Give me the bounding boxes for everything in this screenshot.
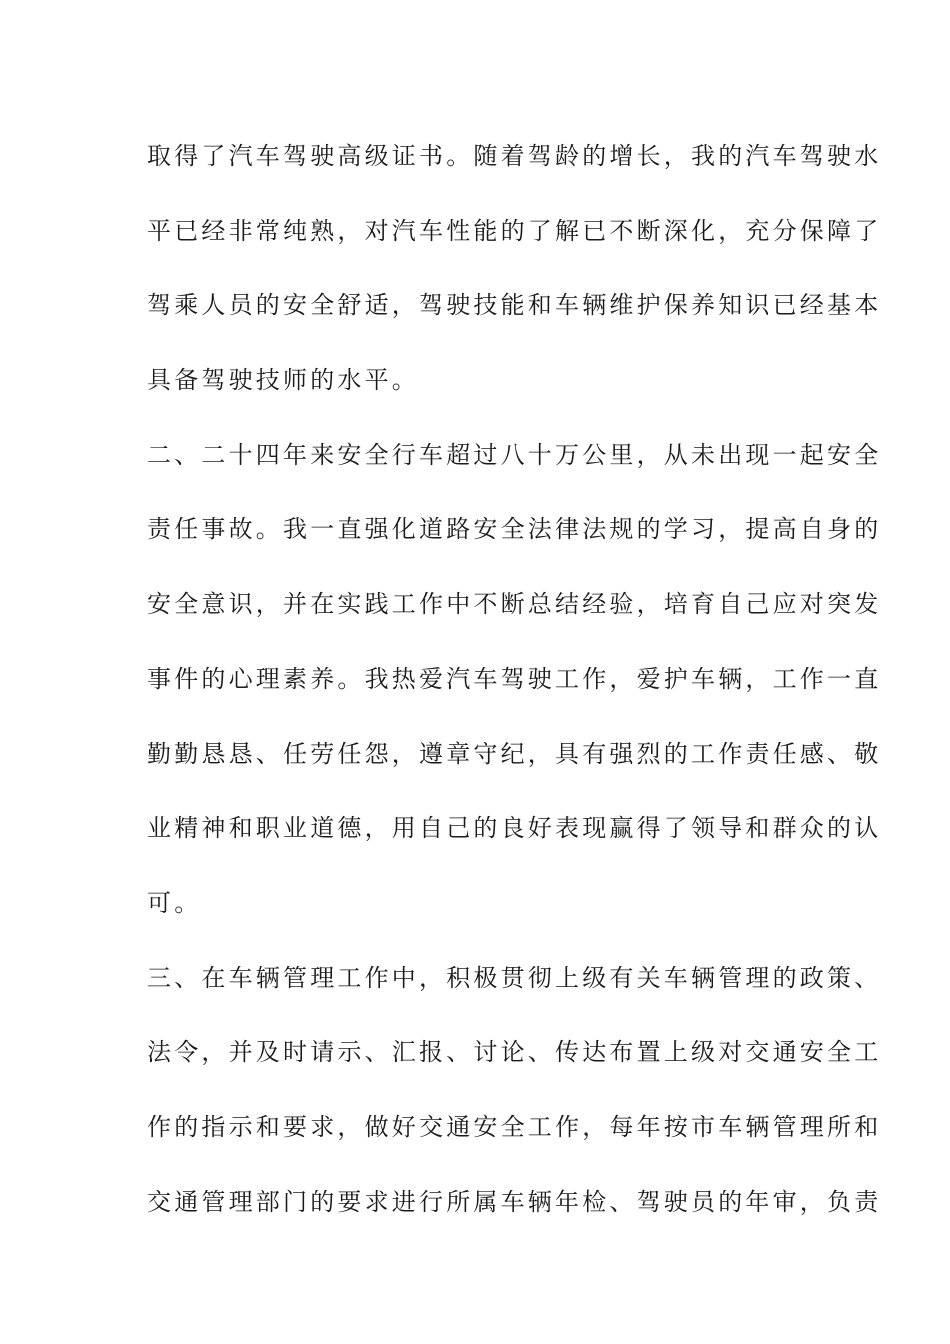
text-line: 取得了汽车驾驶高级证书。随着驾龄的增长，我的汽车驾驶水: [147, 142, 882, 170]
text-line: 二、二十四年来安全行车超过八十万公里，从未出现一起安全: [147, 440, 882, 469]
text-line: 作的指示和要求，做好交通安全工作，每年按市车辆管理所和: [147, 1112, 882, 1141]
text-line: 平已经非常纯熟，对汽车性能的了解已不断深化，充分保障了: [147, 216, 882, 245]
text-line: 法令，并及时请示、汇报、讨论、传达布置上级对交通安全工: [147, 1038, 882, 1067]
text-line: 勤勤恳恳、任劳任怨，遵章守纪，具有强烈的工作责任感、敬: [147, 739, 882, 768]
text-line: 责任事故。我一直强化道路安全法律法规的学习，提高自身的: [147, 515, 882, 544]
text-line: 业精神和职业道德，用自己的良好表现赢得了领导和群众的认: [147, 814, 882, 843]
text-line: 三、在车辆管理工作中，积极贯彻上级有关车辆管理的政策、: [147, 963, 882, 992]
text-line: 驾乘人员的安全舒适，驾驶技能和车辆维护保养知识已经基本: [147, 291, 882, 320]
text-line: 安全意识，并在实践工作中不断总结经验，培育自己应对突发: [147, 590, 882, 619]
text-line: 交通管理部门的要求进行所属车辆年检、驾驶员的年审，负责: [147, 1187, 882, 1216]
text-line: 事件的心理素养。我热爱汽车驾驶工作，爱护车辆，工作一直: [147, 664, 882, 693]
body-text: [147, 132, 882, 1252]
text-line: 可。: [147, 888, 202, 917]
text-line: 具备驾驶技师的水平。: [147, 366, 419, 395]
